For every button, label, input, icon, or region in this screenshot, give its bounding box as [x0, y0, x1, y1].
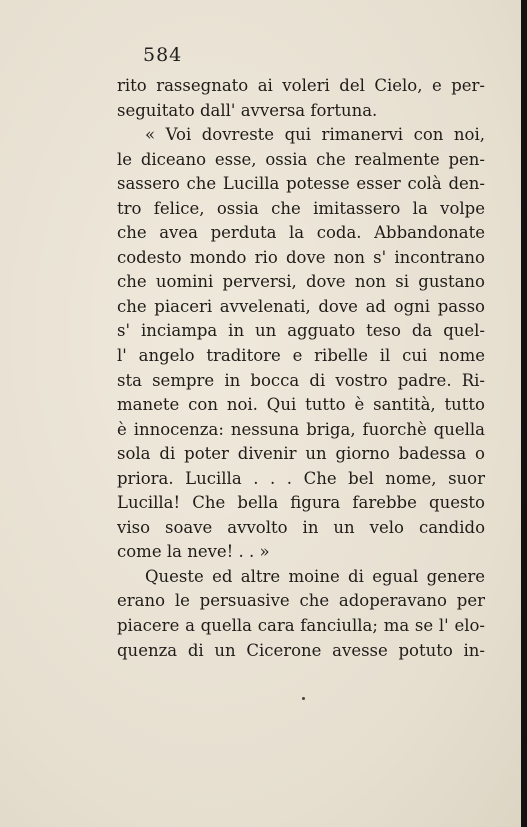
text-line: sola di poter divenir un giorno badessa o: [117, 444, 485, 464]
text-line: è innocenza: nessuna briga, fuorchè quella: [117, 419, 485, 439]
text-line: tro felice, ossia che imitassero la volpe: [117, 198, 485, 218]
text-line: Queste ed altre moine di egual genere: [145, 566, 485, 586]
text-line: sassero che Lucilla potesse esser colà den-: [117, 174, 485, 194]
text-line: quenza di un Cicerone avesse potuto in-: [117, 640, 485, 660]
text-line: s' inciampa in un agguato teso da quel-: [117, 321, 485, 341]
text-line: piacere a quella cara fanciulla; ma se l' elo-: [117, 616, 485, 636]
body-text: [117, 74, 485, 663]
text-line: che piaceri avvelenati, dove ad ogni passo: [117, 296, 485, 316]
ink-speck: [302, 697, 305, 700]
text-line: che uomini perversi, dove non si gustano: [117, 272, 485, 292]
text-line: viso soave avvolto in un velo candido: [117, 517, 485, 537]
text-line: manete con noi. Qui tutto è santità, tutto: [117, 395, 485, 415]
text-line: rito rassegnato ai voleri del Cielo, e per-: [117, 76, 485, 95]
text-line: le diceano esse, ossia che realmente pen-: [117, 149, 485, 169]
text-line: come la neve! . . »: [117, 542, 270, 562]
text-line: seguitato dall' avversa fortuna.: [117, 100, 378, 120]
text-line: che avea perduta la coda. Abbandonate: [117, 223, 485, 243]
text-line: l' angelo traditore e ribelle il cui nome: [117, 346, 485, 366]
page-number: 584: [143, 44, 183, 66]
text-line: priora. Lucilla . . . Che bel nome, suor: [117, 468, 485, 488]
text-line: sta sempre in bocca di vostro padre. Ri-: [117, 370, 485, 390]
text-line: codesto mondo rio dove non s' incontrano: [117, 247, 485, 267]
text-line: erano le persuasive che adoperavano per: [117, 591, 485, 611]
text-line: « Voi dovreste qui rimanervi con noi,: [145, 125, 485, 145]
text-line: Lucilla! Che bella figura farebbe questo: [117, 493, 485, 513]
page-edge-shadow: [521, 0, 527, 827]
